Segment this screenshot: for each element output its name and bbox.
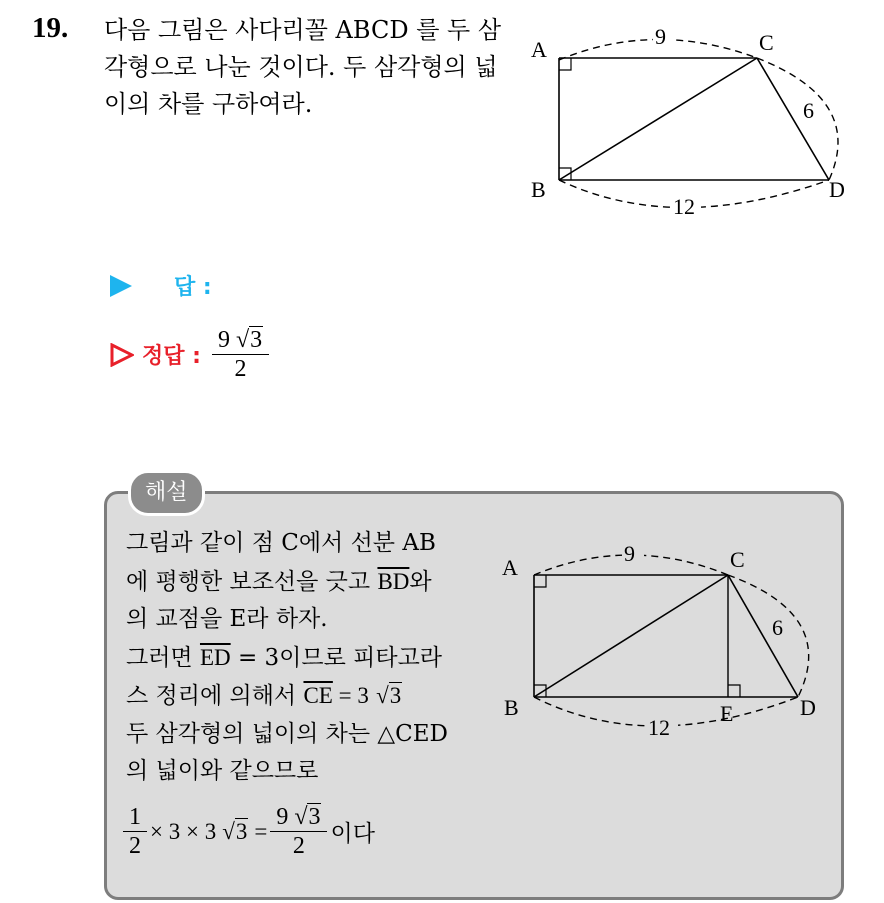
fraction-radicand: 3	[250, 327, 263, 353]
point-b-label: B	[504, 695, 519, 720]
correct-answer-fraction: $\frac{9 √3}{2}$	[215, 326, 266, 383]
trapezoid-figure-with-height	[498, 535, 833, 745]
explanation-line-5: 스 정리에 의해서 $\overline{CE} = 3$ √3	[126, 683, 402, 709]
point-c-label: C	[730, 547, 745, 572]
point-d-label: D	[800, 695, 816, 720]
point-c-label: C	[759, 30, 774, 55]
explanation-line-4: 그러면 $\overline{ED} = 3$이므로 피타고라	[126, 644, 443, 671]
point-b-label: B	[531, 177, 546, 202]
point-e-label: E	[720, 701, 734, 726]
top-length-label: 9	[655, 24, 666, 49]
explanation-tag: 해설	[128, 470, 205, 516]
side-length-label: 6	[772, 615, 783, 640]
trapezoid-figure	[525, 20, 855, 220]
explanation-text	[126, 525, 486, 791]
explanation-line-7: 의 넓이와 같으므로	[126, 758, 319, 784]
explanation-line-1: 그림과 같이 점 C에서 선분 AB	[126, 530, 436, 556]
point-d-label: D	[829, 177, 845, 202]
equation-tail: 이다	[330, 821, 375, 847]
explanation-line-6: 두 삼각형의 넓이의 차는 △CED	[126, 720, 448, 747]
side-length-label: 6	[803, 98, 814, 123]
correct-answer-label: 정답 :	[142, 344, 201, 369]
bottom-length-label: 12	[673, 194, 695, 219]
question-number: 19.	[32, 12, 69, 44]
hollow-arrow-icon	[110, 343, 134, 367]
equation-middle: × 3 × 3	[150, 818, 217, 844]
question-text: 다음 그림은 사다리꼴 ABCD 를 두 삼각형으로 나눈 것이다. 두 삼각형의 넓이의 차를 구하여라.	[104, 16, 502, 118]
explanation-line-2: 에 평행한 보조선을 긋고 $\overline{BD}$와	[126, 568, 432, 595]
equals-sign: =	[254, 818, 268, 844]
top-length-label: 9	[624, 541, 635, 566]
equation-radical: √3	[222, 818, 248, 844]
answer-arrow-icon	[110, 275, 132, 297]
result-fraction: $\frac{9 √3}{2}$	[273, 803, 324, 860]
fraction-denominator: 2	[212, 354, 269, 383]
one-half-fraction: $\frac{1}{2}$	[126, 803, 144, 860]
answer-row	[110, 270, 212, 301]
answer-label: 답 :	[174, 275, 212, 300]
final-equation	[126, 803, 375, 860]
explanation-line-3: 의 교점을 E라 하자.	[126, 606, 328, 632]
point-a-label: A	[502, 555, 518, 580]
fraction-coefficient: 9	[217, 327, 230, 353]
correct-answer-row	[110, 326, 266, 383]
point-a-label: A	[531, 37, 547, 62]
bottom-length-label: 12	[648, 715, 670, 740]
